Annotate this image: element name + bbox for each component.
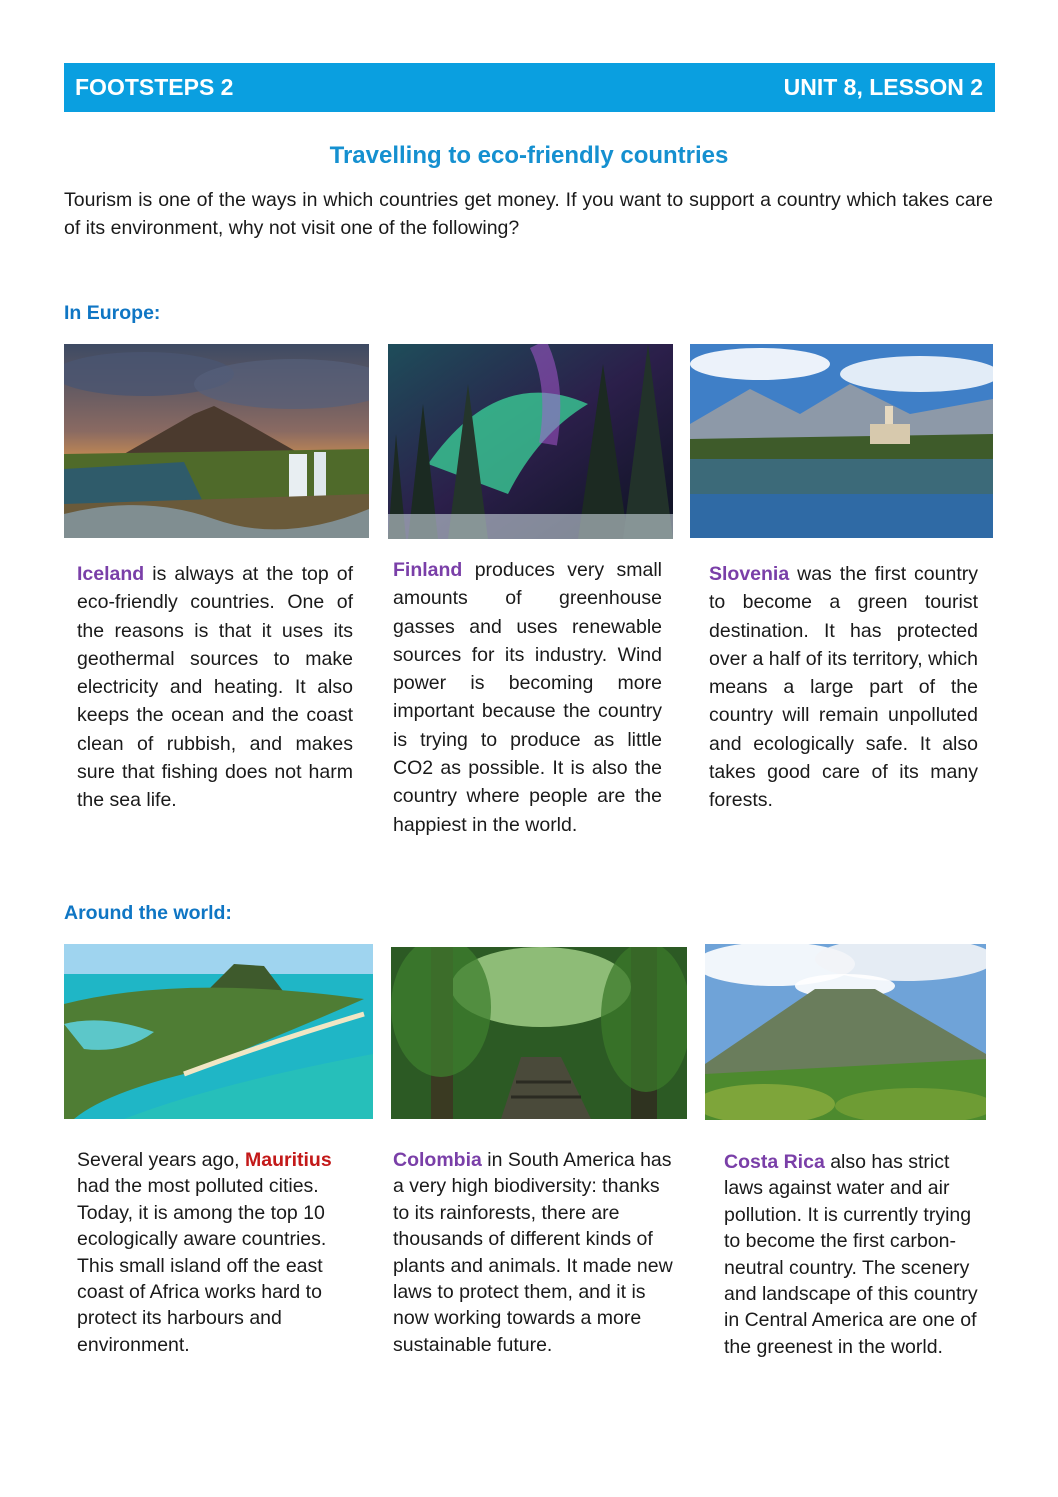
mauritius-photo [64,944,373,1119]
country-name-slovenia: Slovenia [709,563,790,585]
intro-paragraph: Tourism is one of the ways in which countries get money. If you want to support a country which takes care of its environment, why not visit one of the following? [64,189,993,239]
finland-photo [388,344,673,539]
finland-text: produces very small amounts of greenhouse gasses and uses renewable sources for its industry. Wind power is becoming more important because the country is trying to produce as little CO2 as possible. It is also the country where people are the happiest in the world. [393,559,662,836]
country-name-colombia: Colombia [393,1149,482,1171]
mauritius-text: had the most polluted cities. Today, it is among the top 10 ecologically aware countries. This small island off the east coast of Africa works hard to protect its harbours and environment. [77,1175,327,1356]
slovenia-photo [690,344,993,538]
country-name-iceland: Iceland [77,563,145,585]
unit-lesson-label: UNIT 8, LESSON 2 [783,74,983,100]
mauritius-description [77,1147,347,1358]
finland-description [393,556,662,839]
costa-rica-photo [705,944,986,1120]
country-name-costa-rica: Costa Rica [724,1151,825,1173]
costa-rica-description [724,1149,990,1360]
series-title: FOOTSTEPS 2 [75,74,234,100]
costa-rica-text: also has strict laws against water and air pollution. It is currently trying to become the first carbon-neutral country. The scenery and landscape of this country in Central America are one of the greenest in the world. [724,1151,978,1358]
country-name-finland: Finland [393,559,463,581]
mauritius-intro-text: Several years ago, [77,1149,246,1171]
iceland-text: is always at the top of eco-friendly countries. One of the reasons is that it uses its geothermal sources to make electricity and heating. It also keeps the ocean and the coast clean of rubbish, and makes sure that fishing does not harm the sea life. [77,563,353,812]
colombia-photo [391,947,687,1119]
page-header [64,63,995,112]
slovenia-text: was the first country to become a green tourist destination. It has protected over a half of its territory, which means a large part of the country will remain unpolluted and ecologically safe. It also takes good care of its many forests. [709,563,978,812]
iceland-photo [64,344,369,538]
section-heading-europe: In Europe: [64,302,161,324]
page-title: Travelling to eco-friendly countries [329,142,729,169]
slovenia-description [709,560,978,815]
colombia-description [393,1147,678,1358]
country-name-mauritius: Mauritius [245,1149,332,1171]
iceland-description [77,560,353,815]
colombia-text: in South America has a very high biodiversity: thanks to its rainforests, there are thousands of different kinds of plants and animals. It made new laws to protect them, and it is now working towards a more sustainable future. [393,1149,673,1356]
section-heading-world: Around the world: [64,902,232,924]
